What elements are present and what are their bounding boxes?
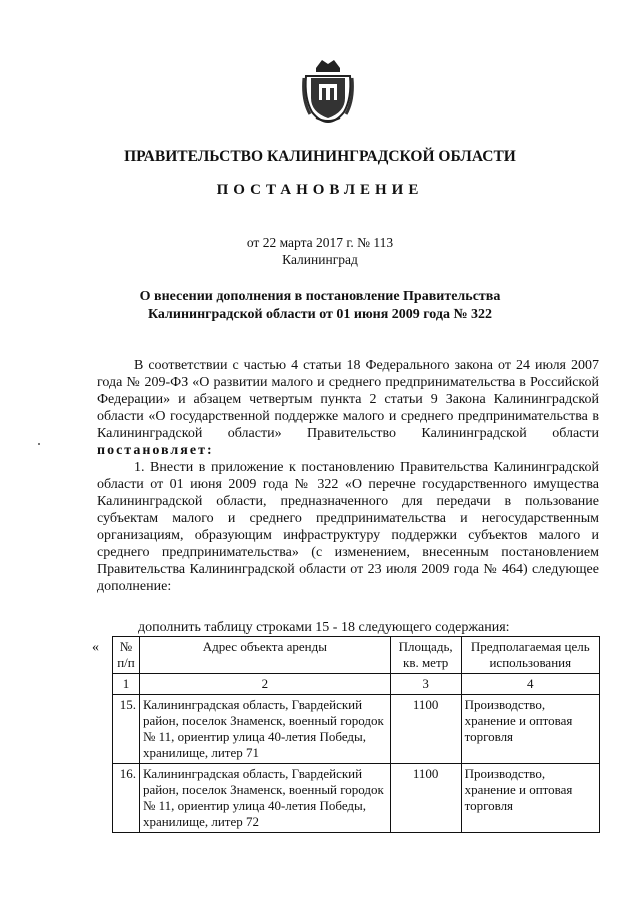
row-num: 16. (113, 764, 140, 833)
kaliningrad-coat-of-arms-icon (302, 58, 354, 124)
document-subject (0, 288, 640, 324)
row-purpose: Производство, хранение и оптовая торговля (461, 695, 599, 764)
decree-word: постановляет: (97, 443, 214, 458)
document-date-number: от 22 марта 2017 г. № 113 (246, 235, 394, 250)
intro-text: В соответствии с частью 4 статьи 18 Федерального закона от 24 июля 2007 года № 209-ФЗ «О развитии малого и среднего предпринимательства в Российской Федерации» и абзацем четвертым пункта 2 статьи 9 Закона Калининградской области «О государственной поддержке малого и среднего предпринимательства в Калининградской области» Правительство Калининградской области (97, 358, 599, 441)
header-num: № п/п (113, 637, 140, 674)
column-number: 4 (461, 674, 599, 695)
column-number-row (113, 674, 600, 695)
row-area: 1100 (390, 695, 461, 764)
column-number: 3 (390, 674, 461, 695)
opening-quote: « (92, 640, 99, 655)
row-purpose: Производство, хранение и оптовая торговля (461, 764, 599, 833)
row-address: Калининградская область, Гвардейский район, поселок Знаменск, военный городок № 11, ориентир улица 40-летия Победы, хранилище, литер 71 (139, 695, 390, 764)
amendment-table (112, 636, 600, 833)
supplement-line: дополнить таблицу строками 15 - 18 следующего содержания: (138, 620, 510, 635)
subject-line-2: Калининградской области от 01 июня 2009 года № 322 (147, 307, 493, 322)
table-row (113, 764, 600, 833)
subject-line-1: О внесении дополнения в постановление Правительства (139, 289, 501, 304)
header-area: Площадь, кв. метр (390, 637, 461, 674)
table-row (113, 695, 600, 764)
row-address: Калининградская область, Гвардейский район, поселок Знаменск, военный городок № 11, ориентир улица 40-летия Победы, хранилище, литер 72 (139, 764, 390, 833)
government-title: ПРАВИТЕЛЬСТВО КАЛИНИНГРАДСКОЙ ОБЛАСТИ (124, 148, 516, 165)
document-type: ПОСТАНОВЛЕНИЕ (216, 182, 424, 198)
row-area: 1100 (390, 764, 461, 833)
table-header-row (113, 637, 600, 674)
column-number: 2 (139, 674, 390, 695)
row-num: 15. (113, 695, 140, 764)
document-body (97, 357, 599, 595)
intro-paragraph (97, 357, 599, 459)
scan-speck (38, 443, 40, 445)
column-number: 1 (113, 674, 140, 695)
header-purpose: Предполагаемая цель использования (461, 637, 599, 674)
header-address: Адрес объекта аренды (139, 637, 390, 674)
document-city: Калининград (282, 252, 358, 267)
item-1-paragraph: 1. Внести в приложение к постановлению Правительства Калининградской области от 01 июня 2009 года № 322 «О перечне государственного имущества Калининградской области, предназначенного для передачи в пользование субъектам малого и среднего предпринимательства и негосударственным организациям, образующим инфраструктуру поддержки субъектов малого и среднего предпринимательства» (с изменением, внесенным постановлением Правительства Калининградской области от 23 июля 2009 года № 464) следующее дополнение: (97, 460, 599, 594)
